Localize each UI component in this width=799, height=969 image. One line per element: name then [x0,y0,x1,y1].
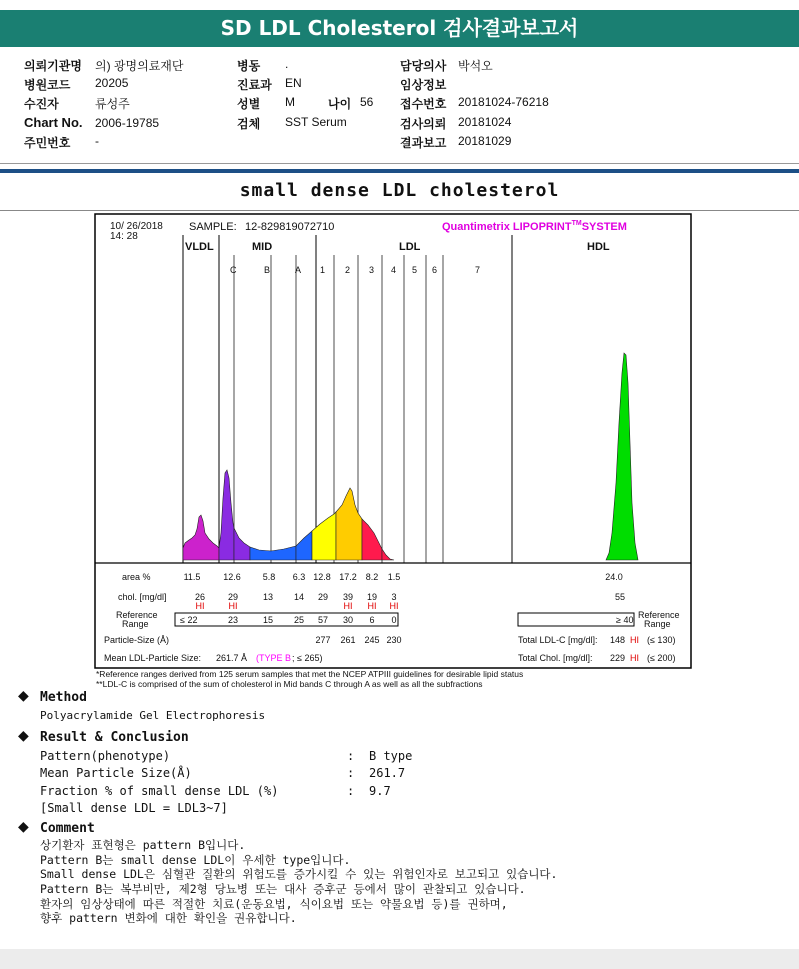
band-6: 6 [432,265,438,275]
ref-label-right-1: Reference [638,610,680,620]
ref-hdl: ≥ 40 [616,615,634,625]
row-label-particle-size: Particle-Size (Å) [104,635,170,645]
ref-label-right-2: Range [644,619,671,629]
comment-line-6: 향후 pattern 변화에 대한 확인을 권유합니다. [40,911,297,925]
lipoprint-report [94,213,694,693]
value-hospital-code: 20205 [95,76,129,90]
result-value-mean-size: 261.7 [369,766,406,780]
label-department: 진료과 [237,78,272,92]
label-sex: 성별 [237,97,261,111]
result-label-pattern: Pattern(phenotype) [40,749,171,763]
result-note: [Small dense LDL = LDL3~7] [40,801,228,815]
result-label-fraction: Fraction % of small dense LDL (%) [40,784,279,798]
hi-flag-c: HI [228,601,238,611]
header-divider [0,163,799,164]
subtitle-divider [0,210,799,211]
area-l2: 17.2 [339,572,357,582]
total-ldl-label: Total LDL-C [mg/dl]: [518,635,598,645]
report-date: 10/ 26/2018 [110,221,163,232]
brand-name: Quantimetrix LIPOPRINT™SYSTEM [442,220,627,233]
chol-c: 29 [227,592,239,602]
label-chart-no: Chart No. [24,115,83,130]
comment-line-2: Pattern B는 small dense LDL이 우세한 type입니다. [40,853,351,867]
value-patient: 류성주 [95,97,130,111]
report-time: 14: 28 [110,231,138,242]
footnote-1: *Reference ranges derived from 125 serum samples that met the NCEP ATPIII guidelines for desirable lipid status [96,669,524,679]
ref-l2: 30 [342,615,354,625]
total-chol-hi: HI [630,653,639,663]
row-label-ref1: Reference [116,610,158,620]
result-value-fraction: 9.7 [369,784,391,798]
hi-flag-l3: HI [367,601,377,611]
value-age: 56 [360,95,374,109]
label-resident-no: 주민번호 [24,136,71,150]
band-c: C [230,265,237,275]
area-l4: 1.5 [387,572,401,582]
value-specimen: SST Serum [285,115,347,129]
result-colon-pattern: : [347,749,355,763]
sample-label: SAMPLE: [189,221,237,233]
method-title: Method [40,690,87,705]
result-colon-fraction: : [347,784,355,798]
ref-vldl: ≤ 22 [180,615,198,625]
label-clinical-info: 임상정보 [400,78,447,92]
label-age: 나이 [328,97,352,111]
psize-l4: 230 [386,635,402,645]
chol-b: 13 [262,592,274,602]
bottom-strip [0,949,799,969]
section-divider [0,169,799,173]
area-a: 6.3 [292,572,306,582]
sample-id: 12-829819072710 [245,221,335,233]
chol-hdl: 55 [614,592,626,602]
ref-a: 25 [293,615,305,625]
hi-flag-l4: HI [389,601,399,611]
ref-l1: 57 [317,615,329,625]
total-chol-ref: (≤ 200) [647,653,676,663]
value-physician: 박석오 [458,59,493,73]
comment-line-4: Pattern B는 복부비만, 제2형 당뇨병 또는 대사 증후군 등에서 많이 관찰되고 있습니다. [40,882,526,896]
total-ldl-hi: HI [630,635,639,645]
group-vldl: VLDL [185,241,214,253]
chol-l4: 3 [391,592,397,602]
mean-size-value: 261.7 Å [216,653,248,663]
label-ward: 병동 [237,59,261,73]
result-value-pattern: B type [369,749,413,763]
ref-l3: 6 [369,615,375,625]
label-specimen: 검체 [237,117,261,131]
band-7: 7 [475,265,481,275]
comment-line-3: Small dense LDL은 심혈관 질환의 위험도를 증가시킬 수 있는 위험인자로 보고되고 있습니다. [40,867,558,881]
area-l1: 12.8 [313,572,331,582]
group-ldl: LDL [399,241,421,253]
value-request-date: 20181024 [458,115,512,129]
comment-bullet-icon: ◆ [18,819,29,835]
total-chol-label: Total Chol. [mg/dl]: [518,653,593,663]
footnote-2: **LDL-C is comprised of the sum of cholesterol in Mid bands C through A as well as all the subfractions [96,679,483,689]
value-resident-no: - [95,134,99,148]
value-department: EN [285,76,302,90]
area-vldl: 11.5 [183,572,201,582]
band-1: 1 [320,265,326,275]
band-b: B [264,265,271,275]
area-l3: 8.2 [365,572,379,582]
value-sex: M [285,95,295,109]
label-patient: 수진자 [24,97,59,111]
value-chart-no: 2006-19785 [95,116,160,130]
value-report-date: 20181029 [458,134,512,148]
value-receipt-no: 20181024-76218 [458,95,549,109]
area-hdl: 24.0 [605,572,623,582]
group-hdl: HDL [587,241,610,253]
ref-l4: 0 [391,615,397,625]
chol-a: 14 [293,592,305,602]
comment-title: Comment [40,821,95,836]
chol-l1: 29 [317,592,329,602]
chol-vldl: 26 [194,592,206,602]
row-label-mean-size: Mean LDL-Particle Size: [104,653,202,663]
ref-c: 23 [227,615,239,625]
band-3: 3 [369,265,375,275]
hi-flag-vldl: HI [195,601,205,611]
ref-b: 15 [262,615,274,625]
report-subtitle: small dense LDL cholesterol [239,180,560,201]
total-ldl-value: 148 [610,635,626,645]
psize-l1: 277 [315,635,331,645]
label-physician: 담당의사 [400,59,447,73]
method-text: Polyacrylamide Gel Electrophoresis [40,709,266,722]
value-ward: . [285,57,289,71]
label-hospital-code: 병원코드 [24,78,71,92]
method-bullet-icon: ◆ [18,688,29,704]
band-a: A [295,265,302,275]
mean-size-ref: ; ≤ 265) [292,653,323,663]
label-requesting-institution: 의뢰기관명 [24,59,82,73]
row-label-area: area % [122,572,151,582]
value-requesting-institution: 의) 광명의료재단 [95,59,184,73]
hi-flag-l2: HI [343,601,353,611]
chol-l2: 39 [342,592,354,602]
result-colon-mean-size: : [347,766,355,780]
band-5: 5 [412,265,418,275]
comment-line-1: 상기환자 표현형은 pattern B입니다. [40,838,246,852]
label-request-date: 검사의뢰 [400,117,447,131]
result-label-mean-size: Mean Particle Size(Å) [40,766,192,780]
comment-line-5: 환자의 임상상태에 따른 적절한 치료(운동요법, 식이요법 또는 약물요법 등)를 권하며, [40,897,508,911]
group-mid: MID [252,241,273,253]
area-b: 5.8 [262,572,276,582]
report-title: SD LDL Cholesterol 검사결과보고서 [220,16,579,40]
psize-l2: 261 [340,635,356,645]
band-4: 4 [391,265,397,275]
label-receipt-no: 접수번호 [400,97,447,111]
result-title: Result & Conclusion [40,730,189,745]
total-ldl-ref: (≤ 130) [647,635,676,645]
total-chol-value: 229 [610,653,626,663]
band-2: 2 [345,265,351,275]
label-report-date: 결과보고 [400,136,447,150]
row-label-chol: chol. [mg/dl] [118,592,167,602]
mean-size-type: (TYPE B [256,653,292,663]
row-label-ref2: Range [122,619,149,629]
result-bullet-icon: ◆ [18,728,29,744]
chol-l3: 19 [366,592,378,602]
psize-l3: 245 [364,635,380,645]
area-c: 12.6 [223,572,241,582]
